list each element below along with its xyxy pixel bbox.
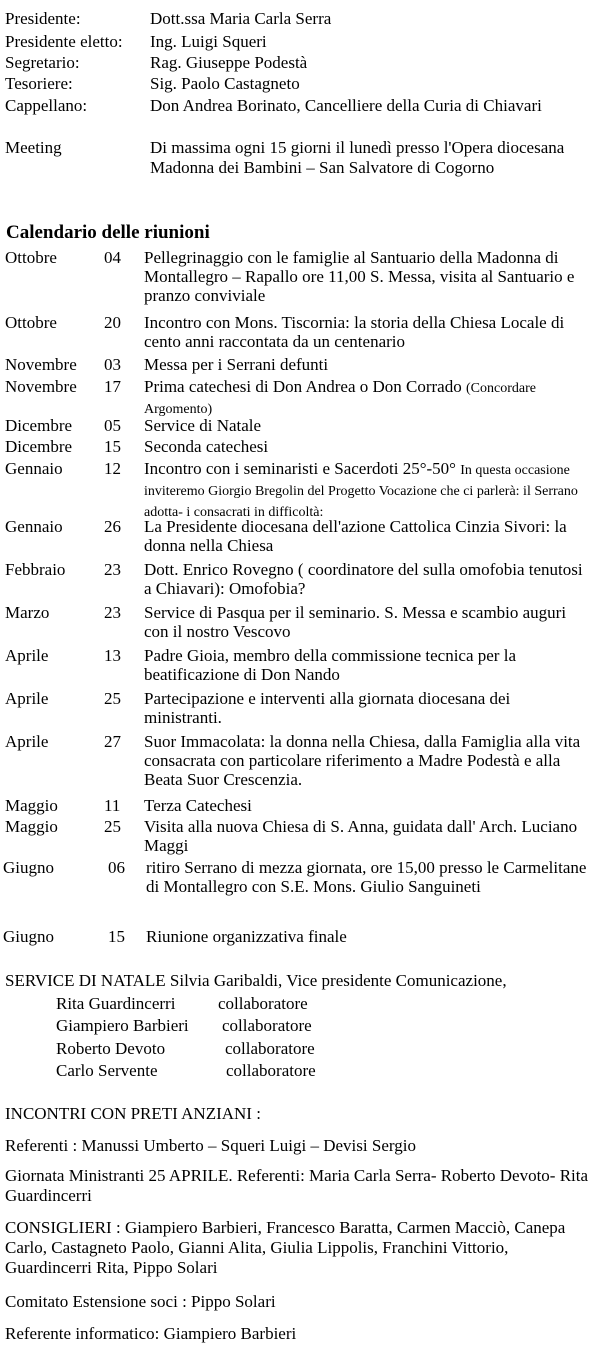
event-day: 27 xyxy=(104,732,121,751)
event-month: Febbraio xyxy=(5,560,66,579)
event-month: Gennaio xyxy=(5,517,63,536)
event-description: Incontro con Mons. Tiscornia: la storia della Chiesa Locale di cento anni raccontata da un centenario xyxy=(144,313,565,351)
collaborator-role: collaboratore xyxy=(218,994,308,1013)
event-description: Messa per i Serrani defunti xyxy=(144,355,329,374)
event-month: Novembre xyxy=(5,355,77,374)
referente-informatico: Referente informatico: Giampiero Barbieri xyxy=(5,1324,297,1343)
event-month: Giugno xyxy=(3,927,54,946)
event-day: 23 xyxy=(104,603,121,622)
collaborator-role: collaboratore xyxy=(225,1039,315,1058)
event-day: 17 xyxy=(104,377,121,396)
event-description: Service di Pasqua per il seminario. S. Messa e scambio auguri con il nostro Vescovo xyxy=(144,603,567,641)
event-month: Novembre xyxy=(5,377,77,396)
event-description: Padre Gioia, membro della commissione tecnica per la beatificazione di Don Nando xyxy=(144,646,516,684)
consiglieri: CONSIGLIERI : Giampiero Barbieri, Francesco Baratta, Carmen Macciò, Canepa Carlo, Castagneto Paolo, Gianni Alita, Giulia Lippolis, Franchini Vittorio, Guardincerri Rita, Pippo Solari xyxy=(5,1218,566,1277)
officer-role-tesoriere: Tesoriere: xyxy=(5,74,73,93)
event-month: Ottobre xyxy=(5,248,57,267)
event-day: 25 xyxy=(104,817,121,836)
giornata-ministranti: Giornata Ministranti 25 APRILE. Referenti: Maria Carla Serra- Roberto Devoto- Rita Guardincerri xyxy=(5,1166,589,1205)
event-month: Aprile xyxy=(5,646,49,665)
collaborator-role: collaboratore xyxy=(226,1061,316,1080)
event-month: Aprile xyxy=(5,732,49,751)
event-month: Dicembre xyxy=(5,416,73,435)
officer-name-tesoriere: Sig. Paolo Castagneto xyxy=(150,74,300,93)
event-description: Partecipazione e interventi alla giornata diocesana dei ministranti. xyxy=(144,689,511,727)
event-month: Giugno xyxy=(3,858,54,877)
collaborator-name: Giampiero Barbieri xyxy=(56,1016,189,1035)
meeting-label: Meeting xyxy=(5,138,62,157)
service-natale-heading: SERVICE DI NATALE Silvia Garibaldi, Vice presidente Comunicazione, xyxy=(5,971,507,990)
event-day: 26 xyxy=(104,517,121,536)
officer-role-presidente-eletto: Presidente eletto: xyxy=(5,32,123,51)
event-month: Maggio xyxy=(5,817,58,836)
event-day: 20 xyxy=(104,313,121,332)
event-day: 12 xyxy=(104,459,121,478)
event-description: Visita alla nuova Chiesa di S. Anna, guidata dall' Arch. Luciano Maggi xyxy=(144,817,578,855)
officer-name-presidente: Dott.ssa Maria Carla Serra xyxy=(150,9,332,28)
event-day: 03 xyxy=(104,355,121,374)
collaborator-role: collaboratore xyxy=(222,1016,312,1035)
event-month: Gennaio xyxy=(5,459,63,478)
event-description: Dott. Enrico Rovegno ( coordinatore del sulla omofobia tenutosi a Chiavari): Omofobia? xyxy=(144,560,583,598)
event-day: 13 xyxy=(104,646,121,665)
event-description: Pellegrinaggio con le famiglie al Santuario della Madonna di Montallegro – Rapallo ore 11,00 S. Messa, visita al Santuario e pranzo conviviale xyxy=(144,248,575,305)
collaborator-name: Carlo Servente xyxy=(56,1061,158,1080)
collaborator-name: Roberto Devoto xyxy=(56,1039,166,1058)
event-description: La Presidente diocesana dell'azione Cattolica Cinzia Sivori: la donna nella Chiesa xyxy=(144,517,567,555)
officer-name-segretario: Rag. Giuseppe Podestà xyxy=(150,53,308,72)
event-day: 25 xyxy=(104,689,121,708)
event-month: Ottobre xyxy=(5,313,57,332)
event-month: Maggio xyxy=(5,796,58,815)
officer-name-cappellano: Don Andrea Borinato, Cancelliere della Curia di Chiavari xyxy=(150,96,542,115)
event-description: Seconda catechesi xyxy=(144,437,269,456)
collaborator-name: Rita Guardincerri xyxy=(56,994,176,1013)
event-description: ritiro Serrano di mezza giornata, ore 15,00 presso le Carmelitane di Montallegro con S.E. Mons. Giulio Sanguineti xyxy=(146,858,587,896)
event-day: 15 xyxy=(108,927,125,946)
event-description: Service di Natale xyxy=(144,416,262,435)
event-description: Terza Catechesi xyxy=(144,796,252,815)
event-description: Incontro con i seminaristi e Sacerdoti 25°-50° In questa occasione inviteremo Giorgio Bregolin del Progetto Vocazione che ci parlerà: il Serrano adotta- i consacrati in difficoltà: xyxy=(144,459,578,520)
event-month: Aprile xyxy=(5,689,49,708)
officer-role-presidente: Presidente: xyxy=(5,9,81,28)
event-day: 15 xyxy=(104,437,121,456)
event-description: Prima catechesi di Don Andrea o Don Corrado (Concordare Argomento) xyxy=(144,377,536,417)
event-month: Dicembre xyxy=(5,437,73,456)
event-day: 04 xyxy=(104,248,121,267)
officer-role-segretario: Segretario: xyxy=(5,53,80,72)
event-day: 06 xyxy=(108,858,125,877)
officer-name-presidente-eletto: Ing. Luigi Squeri xyxy=(150,32,267,51)
meeting-text: Di massima ogni 15 giorni il lunedì presso l'Opera diocesana Madonna dei Bambini – San Salvatore di Cogorno xyxy=(150,138,565,177)
event-note: In questa occasione inviteremo Giorgio Bregolin del Progetto Vocazione che ci parlerà: il Serrano adotta- i consacrati in difficoltà: xyxy=(144,463,578,520)
event-note: (Concordare Argomento) xyxy=(144,381,536,417)
event-day: 11 xyxy=(104,796,121,815)
incontri-heading: INCONTRI CON PRETI ANZIANI : xyxy=(5,1104,261,1123)
calendar-title: Calendario delle riunioni xyxy=(6,222,210,243)
event-description: Riunione organizzativa finale xyxy=(146,927,347,946)
referenti-line: Referenti : Manussi Umberto – Squeri Luigi – Devisi Sergio xyxy=(5,1136,416,1155)
comitato-estensione: Comitato Estensione soci : Pippo Solari xyxy=(5,1292,276,1311)
event-description: Suor Immacolata: la donna nella Chiesa, dalla Famiglia alla vita consacrata con particolare riferimento a Madre Podestà e alla Beata Suor Crescenzia. xyxy=(144,732,581,789)
event-month: Marzo xyxy=(5,603,50,622)
event-day: 23 xyxy=(104,560,121,579)
officer-role-cappellano: Cappellano: xyxy=(5,96,88,115)
event-day: 05 xyxy=(104,416,121,435)
